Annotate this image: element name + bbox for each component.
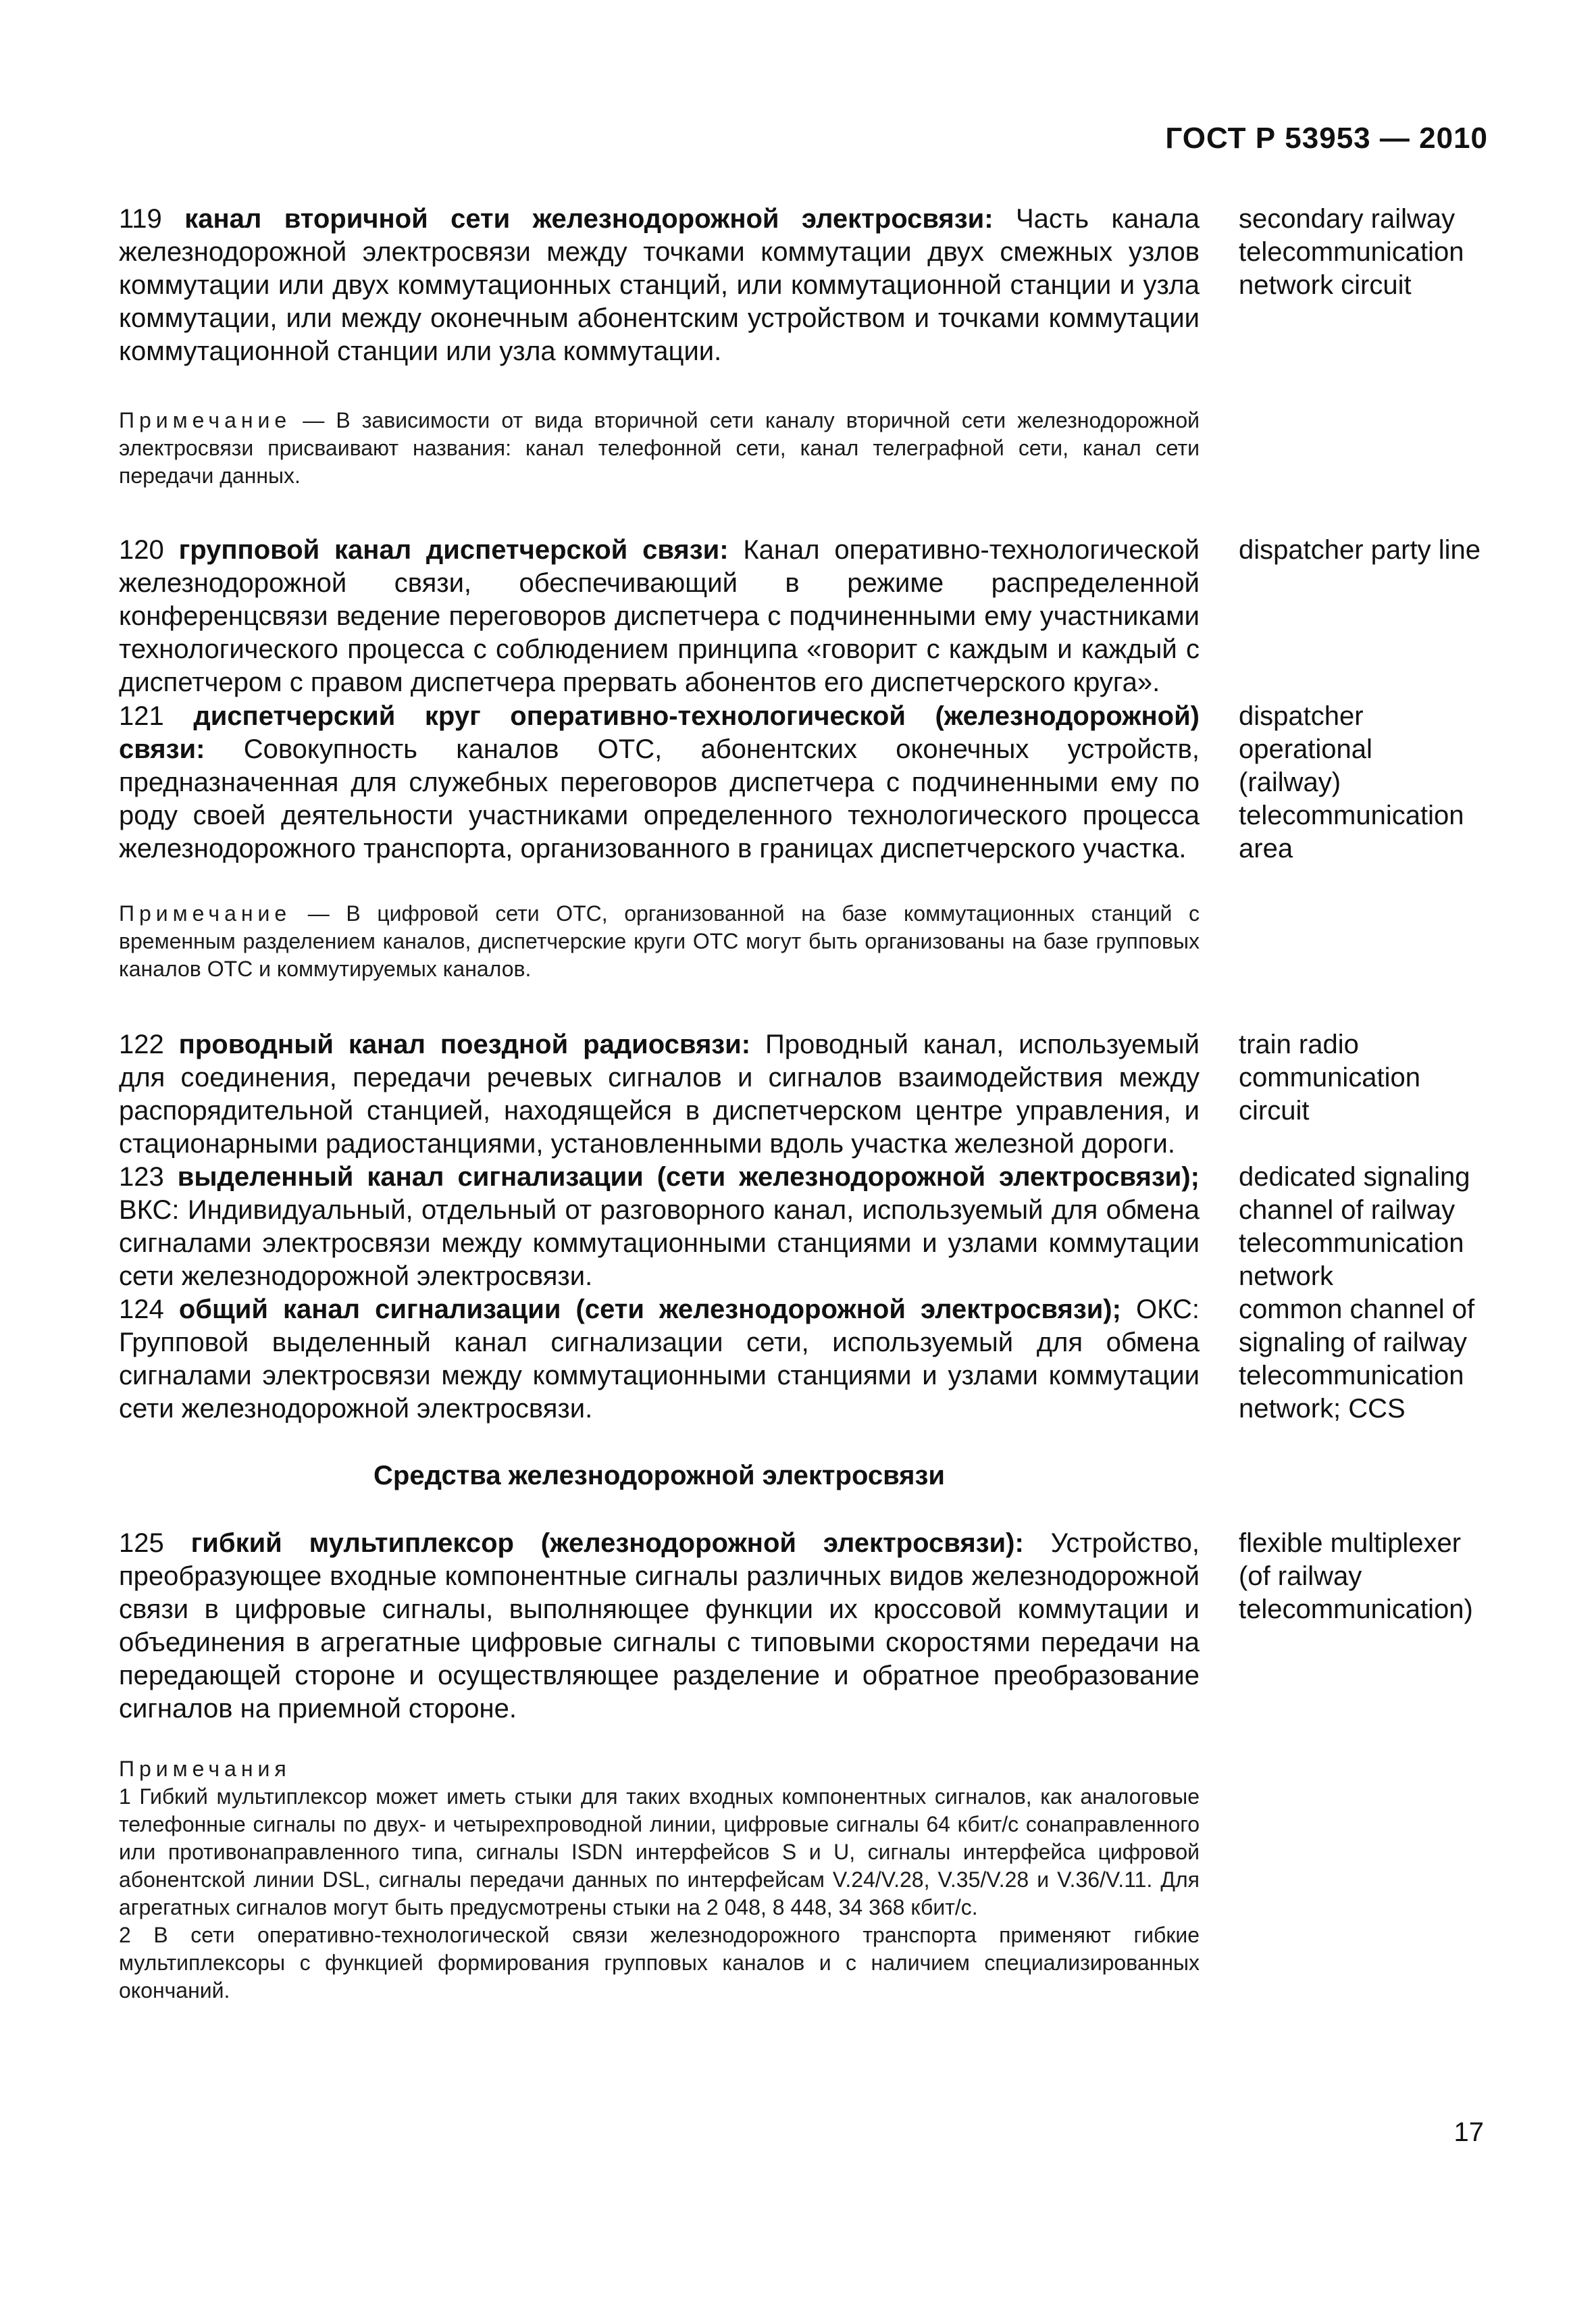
term-entry-123 [119, 1161, 1200, 1293]
standard-designation: ГОСТ Р 53953 — 2010 [1165, 122, 1488, 155]
note-125-1: 1 Гибкий мультиплексор может иметь стыки для таких входных компонентных сигналов, как аналоговые телефонные сигналы по двух- и четырехпроводной линии, цифровые сигналы 64 кбит/с сонаправленного или противонаправленного типа, сигналы ISDN интерфейсов S и U, сигналы интерфейса цифровой абонентской линии DSL, сигналы передачи данных по интерфейсам V.24/V.28, V.35/V.28 и V.36/V.11. Для агрегатных сигналов могут быть предусмотрены стыки на 2 048, 8 448, 34 368 кбит/с. [119, 1784, 1200, 1919]
term-definition: Канал оперативно-технологической железнодорожной связи, обеспечивающий в режиме распределенной конференцсвязи ведение переговоров диспетчера с подчиненными ему участниками технологического процесса с соблюдением принципа «говорит с каждым и каждый с диспетчером с правом диспетчера прервать абонентов его диспетчерского круга». [119, 535, 1200, 697]
entry-number: 120 [119, 535, 164, 565]
term-title: выделенный канал сигнализации (сети железнодорожной электросвязи); [177, 1162, 1200, 1192]
term-entry-120 [119, 534, 1200, 699]
english-equivalent-121: dispatcher operational (railway) telecommunication area [1239, 701, 1464, 863]
term-title: гибкий мультиплексор (железнодорожной электросвязи): [190, 1528, 1024, 1558]
term-title: общий канал сигнализации (сети железнодорожной электросвязи); [178, 1294, 1121, 1324]
english-equivalent-120: dispatcher party line [1239, 535, 1481, 565]
term-definition: Проводный канал, используемый для соединения, передачи речевых сигналов и сигналов взаимодействия между распорядительной станцией, находящейся в диспетчерском центре управления, и стационарными радиостанциями, установленными вдоль участка железной дороги. [119, 1030, 1200, 1159]
english-equivalent-124: common channel of signaling of railway telecommunication network; CCS [1239, 1294, 1475, 1424]
note-label: Примечание [119, 408, 292, 432]
term-entry-125 [119, 1527, 1200, 1726]
term-entry-121 [119, 700, 1200, 865]
note-label: Примечание [119, 901, 292, 926]
entry-number: 123 [119, 1162, 164, 1192]
entry-number: 125 [119, 1528, 164, 1558]
term-definition: ВКС: Индивидуальный, отдельный от разговорного канал, используемый для обмена сигналами электросвязи между коммутационными станциями и узлами коммутации сети железнодорожной электросвязи. [119, 1195, 1200, 1291]
english-equivalent-125: flexible multiplexer (of railway telecommunication) [1239, 1528, 1473, 1624]
term-title: групповой канал диспетчерской связи: [178, 535, 729, 565]
section-title: Средства железнодорожной электросвязи [374, 1461, 945, 1490]
entry-number: 124 [119, 1294, 164, 1324]
english-equivalent-123: dedicated signaling channel of railway telecommunication network [1239, 1162, 1470, 1291]
entry-number: 121 [119, 701, 164, 731]
note-121: Примечание — В цифровой сети ОТС, организованной на базе коммутационных станций с временным разделением каналов, диспетчерские круги ОТС могут быть организованы на базе групповых каналов ОТС и коммутируемых каналов. [119, 901, 1200, 981]
term-entry-124 [119, 1293, 1200, 1426]
note-text: В зависимости от вида вторичной сети каналу вторичной сети железнодорожной электросвязи присваивают названия: канал телефонной сети, канал телеграфной сети, канал сети передачи данных. [119, 408, 1200, 488]
entry-number: 122 [119, 1030, 164, 1059]
term-entry-119 [119, 203, 1200, 368]
term-definition: ОКС: Групповой выделенный канал сигнализации сети, используемый для обмена сигналами электросвязи между коммутационными станциями и узлами коммутации сети железнодорожной электросвязи. [119, 1294, 1200, 1424]
english-equivalent-119: secondary railway telecommunication network circuit [1239, 204, 1464, 300]
notes-label: Примечания [119, 1757, 291, 1781]
note-text: В цифровой сети ОТС, организованной на базе коммутационных станций с временным разделением каналов, диспетчерские круги ОТС могут быть организованы на базе групповых каналов ОТС и коммутируемых каналов. [119, 901, 1200, 981]
note-119: Примечание — В зависимости от вида вторичной сети каналу вторичной сети железнодорожной электросвязи присваивают названия: канал телефонной сети, канал телеграфной сети, канал сети передачи данных. [119, 408, 1200, 488]
note-125-2: 2 В сети оперативно-технологической связи железнодорожного транспорта применяют гибкие мультиплексоры с функцией формирования групповых каналов и с наличием специализированных окончаний. [119, 1923, 1200, 2003]
notes-125 [119, 1755, 1200, 2005]
term-title: канал вторичной сети железнодорожной электросвязи: [184, 204, 994, 234]
english-equivalent-122: train radio communication circuit [1239, 1030, 1421, 1126]
term-definition: Часть канала железнодорожной электросвязи между точками коммутации двух смежных узлов коммутации или двух коммутационных станций, или коммутационной станции и узла коммутации, или между оконечным абонентским устройством и точками коммутации коммутационной станции или узла коммутации. [119, 204, 1200, 366]
entry-number: 119 [119, 204, 162, 234]
term-definition: Устройство, преобразующее входные компонентные сигналы различных видов железнодорожной связи в цифровые сигналы, выполняющее функции их кроссовой коммутации и объединения в агрегатные цифровые сигналы с типовыми скоростями передачи на передающей стороне и осуществляющее разделение и обратное преобразование сигналов на приемной стороне. [119, 1528, 1200, 1724]
term-entry-122 [119, 1028, 1200, 1161]
term-definition: Совокупность каналов ОТС, абонентских оконечных устройств, предназначенная для служебных переговоров диспетчера с подчиненными ему по роду своей деятельности участниками определенного технологического процесса железнодорожного транспорта, организованного в границах диспетчерского участка. [119, 734, 1200, 863]
term-title: проводный канал поездной радиосвязи: [178, 1030, 751, 1059]
term-title: диспетчерский круг оперативно-технологической (железнодорожной) связи: [119, 701, 1200, 764]
page-number: 17 [1453, 2117, 1484, 2147]
